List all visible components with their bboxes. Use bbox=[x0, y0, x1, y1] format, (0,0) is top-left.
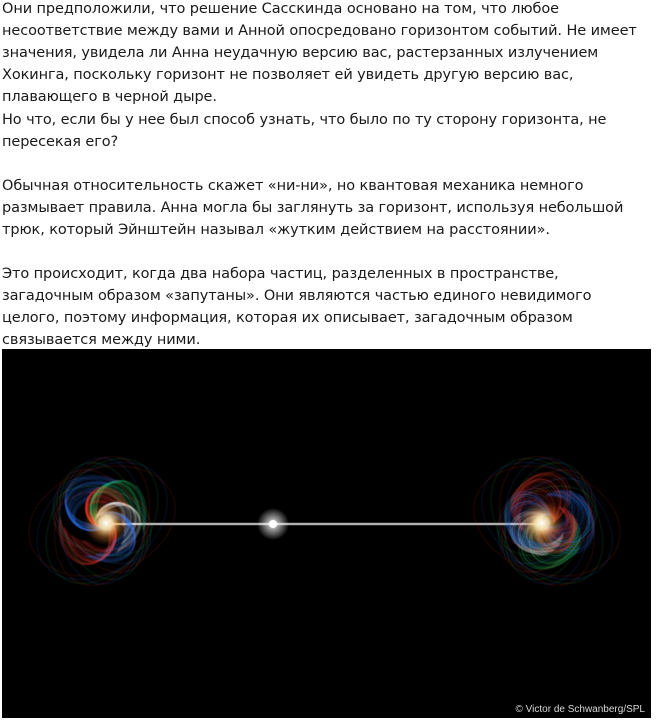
illustration-canvas bbox=[2, 349, 651, 718]
paragraph-3: Обычная относительность скажет «ни-ни», но квантовая механика немного размывает правила. Анна могла бы заглянуть за горизонт, используя небольшой трюк, который Эйнштейн называл «жутким действием на расстоянии». bbox=[2, 178, 624, 238]
right-particle-core bbox=[520, 501, 564, 545]
paragraph-4: Это происходит, когда два набора частиц, разделенных в пространстве, загадочным образом «запутаны». Они являются частью единого невидимого целого, поэтому информация, которая их описывает, загадочным образом связывается между ними. bbox=[2, 266, 592, 348]
paragraph-2: Но что, если бы у нее был способ узнать, что было по ту сторону горизонта, не пересекая его? bbox=[2, 112, 607, 150]
center-photon bbox=[269, 520, 277, 528]
paragraph-1: Они предположили, что решение Сасскинда основано на том, что любое несоответствие между вами и Анной опосредовано горизонтом событий. Не имеет значения, увидела ли Анна неудачную версию вас, растерзанных излучением Хокинга, поскольку горизонт не позволяет ей увидеть другую версию вас, плавающего в черной дыре. bbox=[2, 1, 637, 105]
left-particle-core bbox=[84, 501, 128, 545]
entangled-particles-illustration bbox=[2, 349, 651, 718]
photo-credit: © Victor de Schwanberg/SPL bbox=[515, 704, 645, 715]
